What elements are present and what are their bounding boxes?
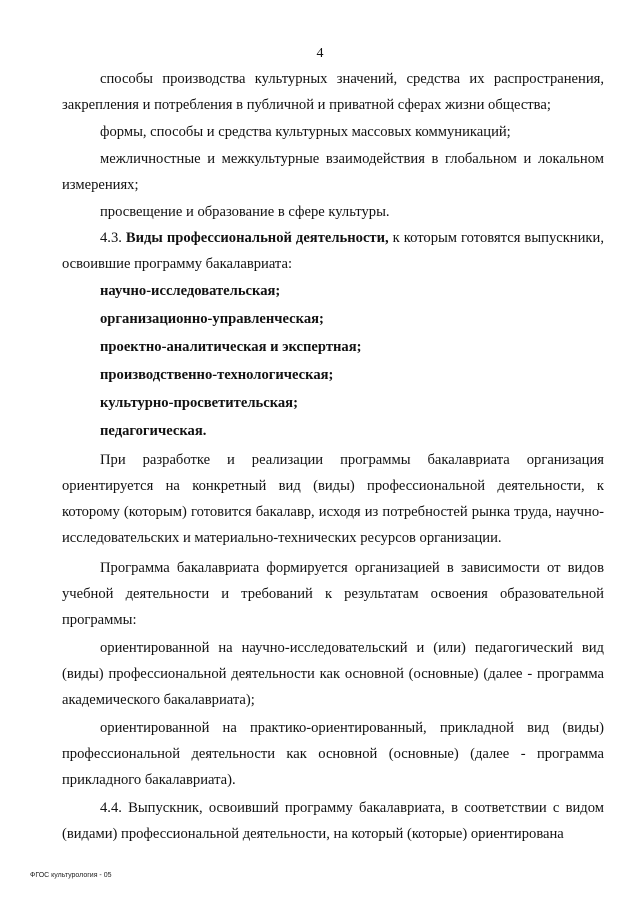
paragraph-cultural-meanings: способы производства культурных значений, средства их распространения, закрепления и потребления в публичной и приватной сферах жизни общества; (62, 71, 604, 113)
paragraph-academic-bachelor: ориентированной на научно-исследовательский и (или) педагогический вид (виды) профессиональной деятельности как основной (основные) (далее - программа академического бакалавриата); (62, 640, 604, 708)
paragraph-mass-communications: формы, способы и средства культурных массовых коммуникаций; (100, 124, 511, 140)
page-number: 4 (316, 46, 324, 61)
list-item: научно-исследовательская; (100, 283, 281, 299)
list-item: проектно-аналитическая и экспертная; (100, 339, 362, 355)
list-item: организационно-управленческая; (100, 311, 324, 327)
section-4-3-bold-phrase: Виды профессиональной деятельности, (125, 230, 389, 246)
paragraph-development: При разработке и реализации программы бакалавриата организация ориентируется на конкретный вид (виды) профессиональной деятельности, к которому (которым) готовится бакалавр, исходя из потребностей рынка труда, научно-исследовательских и материально-технических ресурсов организации. (62, 452, 604, 546)
section-4-4-paragraph: 4.4. Выпускник, освоивший программу бакалавриата, в соответствии с видом (видами) профессиональной деятельности, на который (которые) ориентирована (62, 800, 604, 842)
footer-label: ФГОС культурология - 05 (30, 872, 112, 879)
paragraph-interactions: межличностные и межкультурные взаимодействия в глобальном и локальном измерениях; (62, 151, 604, 193)
paragraph-education: просвещение и образование в сфере культуры. (100, 204, 390, 220)
section-4-3-rest: к которым готовятся выпускники, освоившие программу бакалавриата: (62, 230, 604, 272)
section-4-3-paragraph (62, 225, 604, 277)
list-item: педагогическая. (100, 423, 207, 439)
activity-types-list (62, 277, 604, 445)
section-4-3-number: 4.3. (100, 230, 122, 246)
list-item: производственно-технологическая; (100, 367, 334, 383)
document-body (62, 66, 604, 847)
list-item: культурно-просветительская; (100, 395, 298, 411)
paragraph-program-formation: Программа бакалавриата формируется организацией в зависимости от видов учебной деятельности и требований к результатам освоения образовательной программы: (62, 560, 604, 628)
paragraph-applied-bachelor: ориентированной на практико-ориентированный, прикладной вид (виды) профессиональной деятельности как основной (основные) (далее - программа прикладного бакалавриата). (62, 720, 604, 788)
